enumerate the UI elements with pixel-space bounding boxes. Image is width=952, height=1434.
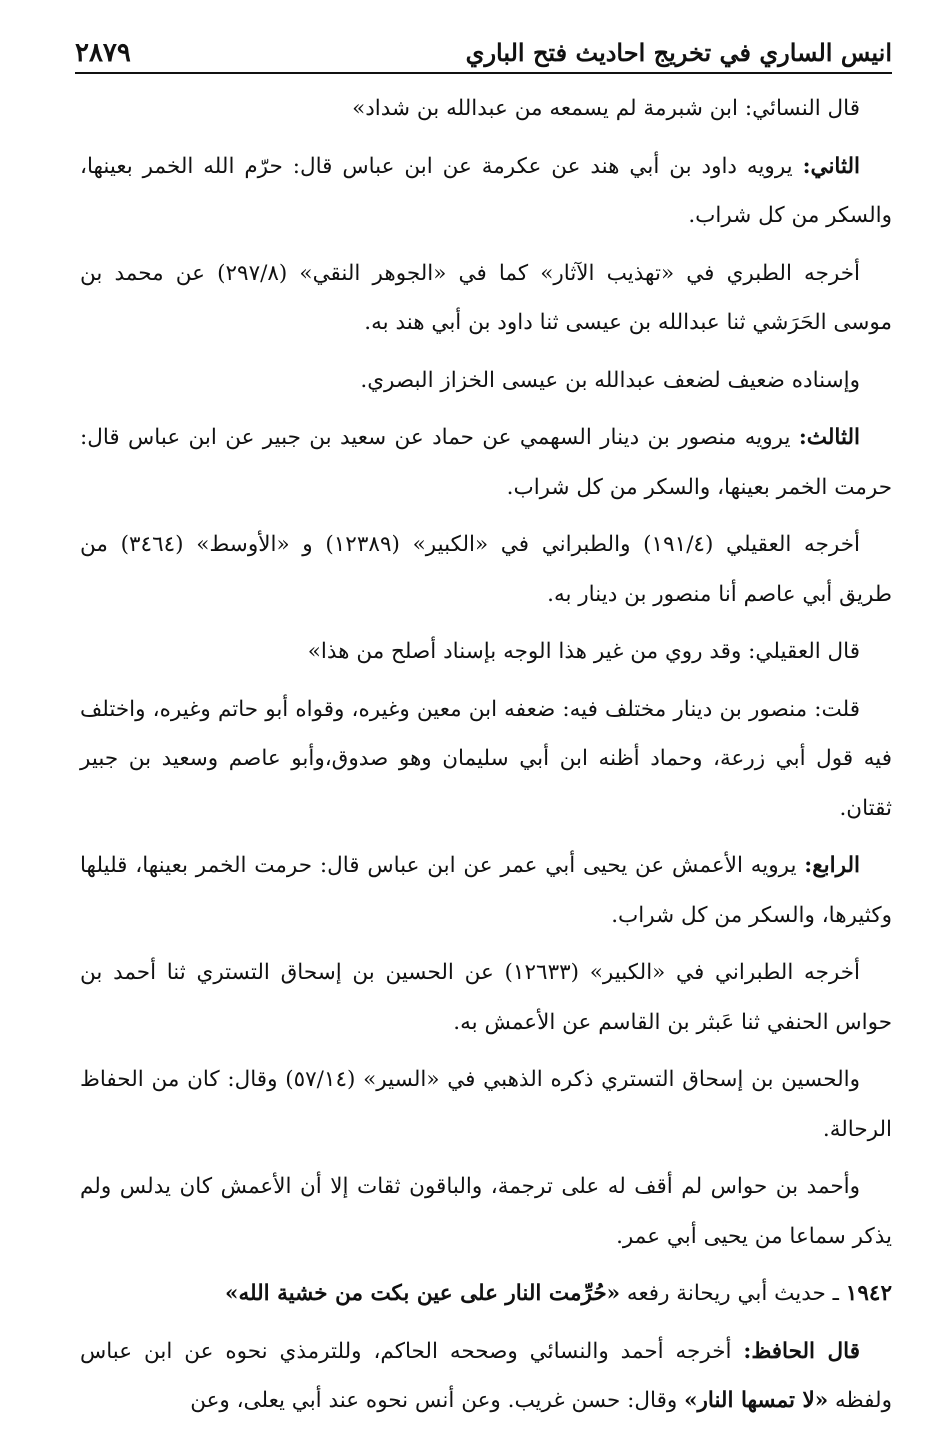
page-header	[75, 34, 892, 74]
paragraph-tabarani-takhrij: أخرجه الطبراني في «الكبير» (١٢٦٣٣) عن الحسين بن إسحاق التستري ثنا أحمد بن حواس الحنفي ثنا عَبثر بن القاسم عن الأعمش به.	[80, 960, 892, 1035]
paragraph-hawwas-note: وأحمد بن حواس لم أقف له على ترجمة، والباقون ثقات إلا أن الأعمش كان يدلس ولم يذكر سماعا من يحيى أبي عمر.	[80, 1174, 892, 1249]
paragraph-hafiz-comment: قال الحافظ: أخرجه أحمد والنسائي وصححه الحاكم، وللترمذي نحوه عن ابن عباس ولفظه «لا تمسها النار» وقال: حسن غريب. وعن أنس نحوه عند أبي يعلى، وعن	[80, 1338, 892, 1413]
paragraph-third-narration: الثالث: يرويه منصور بن دينار السهمي عن حماد عن سعيد بن جبير عن ابن عباس قال: حرمت الخمر بعينها، والسكر من كل شراب.	[80, 425, 892, 500]
page-number: ٢٨٧٩	[75, 38, 131, 68]
hadith-number: ١٩٤٢	[845, 1281, 892, 1306]
page-body	[80, 84, 892, 1434]
book-title: انيس الساري في تخريج احاديث فتح الباري	[465, 38, 892, 67]
paragraph-uqayli-quote: قال العقيلي: وقد روي من غير هذا الوجه بإسناد أصلح من هذا»	[307, 639, 860, 664]
paragraph-isnad-weak: وإسناده ضعيف لضعف عبدالله بن عيسى الخزاز البصري.	[360, 367, 860, 393]
paragraph-lead: قال الحافظ:	[743, 1338, 860, 1364]
paragraph-tabari-takhrij: أخرجه الطبري في «تهذيب الآثار» كما في «الجوهر النقي» (٢٩٧/٨) عن محمد بن موسى الحَرَشي ثنا عبدالله بن عيسى ثنا داود بن أبي هند به.	[80, 260, 892, 335]
paragraph-nasai-quote: قال النسائي: ابن شبرمة لم يسمعه من عبدالله بن شداد»	[352, 96, 860, 121]
paragraph-fourth-narration: الرابع: يرويه الأعمش عن يحيى أبي عمر عن ابن عباس قال: حرمت الخمر بعينها، قليلها وكثيرها، والسكر من كل شراب.	[80, 853, 892, 928]
paragraph-tustari-note: والحسين بن إسحاق التستري ذكره الذهبي في «السير» (٥٧/١٤) وقال: كان من الحفاظ الرحالة.	[80, 1067, 892, 1142]
hadith-wording: «لا تمسها النار»	[684, 1388, 829, 1413]
paragraph-lead: الثاني:	[802, 153, 860, 179]
paragraph-lead: الرابع:	[804, 853, 860, 878]
paragraph-author-comment: قلت: منصور بن دينار مختلف فيه: ضعفه ابن معين وغيره، وقواه أبو حاتم وغيره، واختلف فيه قول أبي زرعة، وحماد أظنه ابن أبي سليمان وهو صدوق،وأبو عاصم وسعيد بن جبير ثقتان.	[80, 696, 892, 821]
hadith-entry-heading: ١٩٤٢ ـ حديث أبي ريحانة رفعه «حُرِّمت النار على عين بكت من خشية الله»	[225, 1281, 892, 1306]
paragraph-second-narration: الثاني: يرويه داود بن أبي هند عن عكرمة عن ابن عباس قال: حرّم الله الخمر بعينها، والسكر من كل شراب.	[80, 153, 892, 228]
paragraph-uqayli-takhrij: أخرجه العقيلي (١٩١/٤) والطبراني في «الكبير» (١٢٣٨٩) و «الأوسط» (٣٤٦٤) من طريق أبي عاصم أنا منصور بن دينار به.	[80, 532, 892, 607]
hadith-quote: «حُرِّمت النار على عين بكت من خشية الله»	[225, 1281, 621, 1306]
paragraph-lead: الثالث:	[798, 425, 860, 450]
